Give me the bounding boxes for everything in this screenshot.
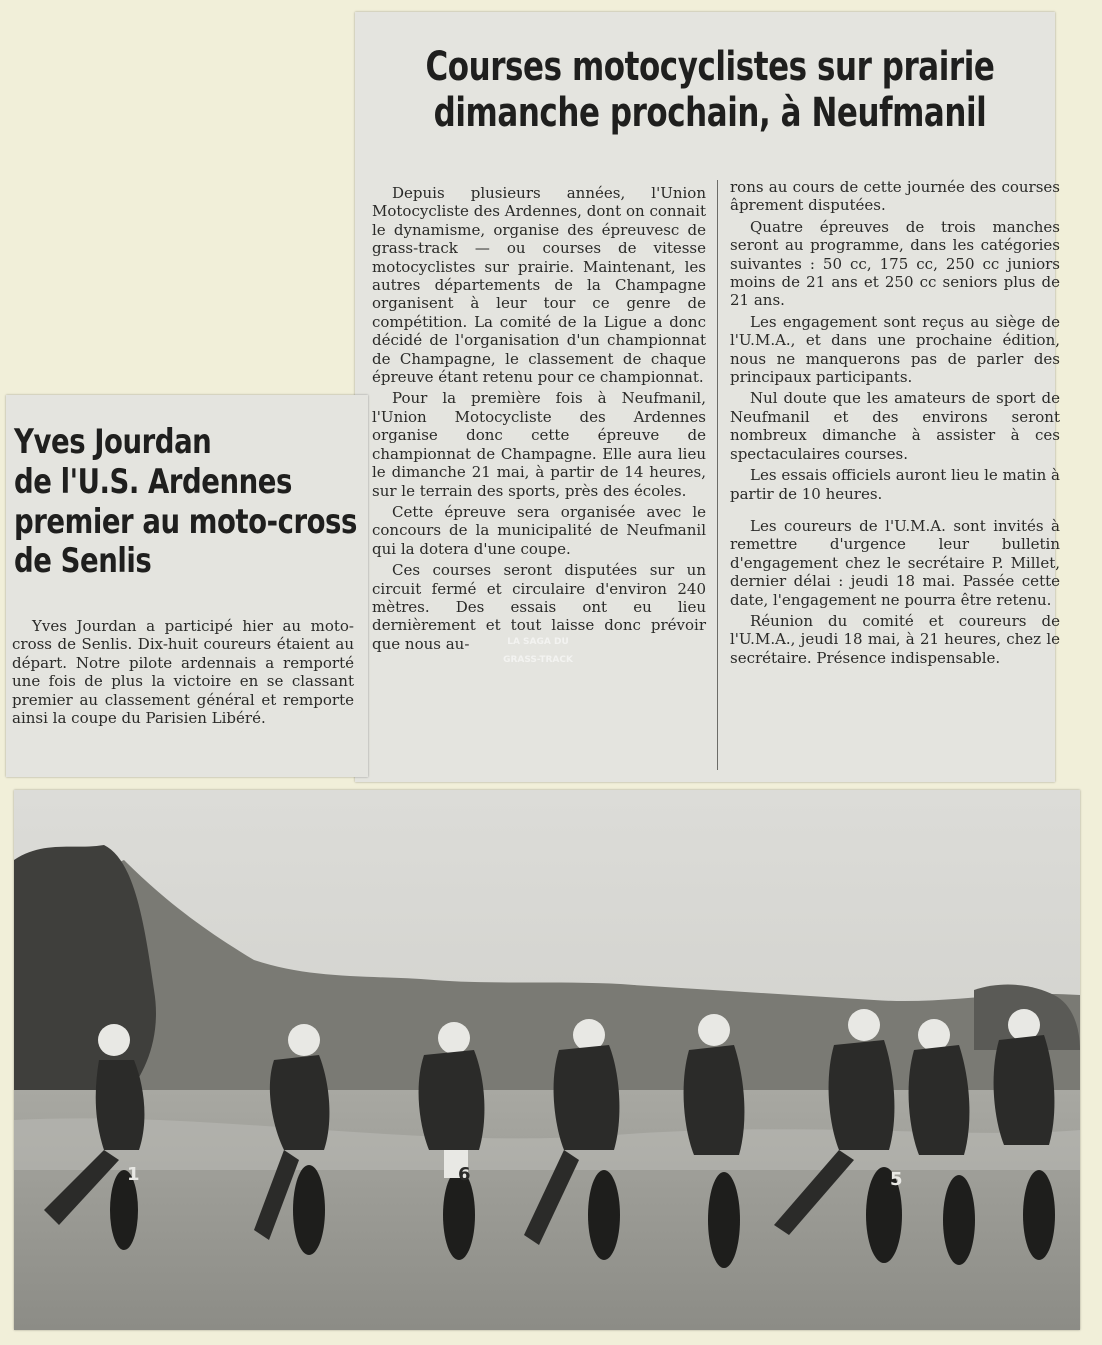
side-headline-line: de Senlis: [14, 541, 152, 582]
race-photo: [14, 790, 1080, 1330]
side-article-body: [12, 617, 354, 730]
side-headline-line: premier au moto-cross: [14, 501, 357, 542]
side-headline-line: de l'U.S. Ardennes: [14, 461, 292, 502]
main-headline: [422, 44, 998, 136]
watermark-logo: [498, 632, 578, 702]
race-photo-image: [14, 790, 1080, 1330]
paragraph: Réunion du comité et coureurs de l'U.M.A., jeudi 18 mai, à 21 heures, chez le secrétaire. Présence indispensable.: [730, 611, 1060, 667]
paragraph: Pour la première fois à Neufmanil, l'Union Motocycliste des Ardennes organise donc cette épreuve de championnat de Champagne. Elle aura lieu le dimanche 21 mai, à partir de 14 heures, sur le terrain des sports, près des écoles.: [372, 389, 706, 500]
main-article-column-2: [730, 178, 1060, 670]
main-headline-line-2: dimanche prochain, à Neufmanil: [433, 90, 987, 136]
side-headline-line: Yves Jourdan: [14, 422, 212, 462]
column-divider: [717, 180, 718, 770]
race-number: 6: [458, 1164, 471, 1185]
side-headline: [14, 422, 357, 582]
paragraph: rons au cours de cette journée des courses âprement disputées.: [730, 178, 1060, 215]
paragraph: Les essais officiels auront lieu le matin à partir de 10 heures.: [730, 466, 1060, 503]
paragraph: Yves Jourdan a participé hier au moto-cross de Senlis. Dix-huit coureurs étaient au départ. Notre pilote ardennais a remporté une fois de plus la victoire en se classant premier au classement général et remporte ainsi la coupe du Parisien Libéré.: [12, 617, 354, 728]
paragraph: Ces courses seront disputées sur un circuit fermé et circulaire d'environ 240 mètres. Des essais ont eu lieu dernièrement et tout laisse donc prévoir que nous au-: [372, 561, 706, 653]
paragraph: Les engagement sont reçus au siège de l'U.M.A., et dans une prochaine édition, nous ne manquerons pas de parler des principaux participants.: [730, 312, 1060, 387]
main-headline-line-1: Courses motocyclistes sur prairie: [425, 44, 995, 90]
paragraph: Quatre épreuves de trois manches seront au programme, dans les catégories suivantes : 50 cc, 175 cc, 250 cc juniors moins de 21 ans et 250 cc seniors plus de 21 ans.: [730, 217, 1060, 310]
paragraph: Les coureurs de l'U.M.A. sont invités à remettre d'urgence leur bulletin d'engagement chez le secrétaire P. Millet, dernier délai : jeudi 18 mai. Passée cette date, l'engagement ne pourra être retenu.: [730, 516, 1060, 609]
main-article-column-1: [372, 184, 706, 656]
side-article-clipping: [6, 395, 368, 777]
race-number: 1: [127, 1164, 140, 1185]
watermark-text: LA SAGA DU GRASS-TRACK: [503, 637, 573, 665]
paragraph: Cette épreuve sera organisée avec le concours de la municipalité de Neufmanil qui la dotera d'une coupe.: [372, 502, 706, 558]
paragraph: Depuis plusieurs années, l'Union Motocycliste des Ardennes, dont on connait le dynamisme, organise des épreuvesc de grass-track — ou courses de vitesse motocyclistes sur prairie. Maintenant, les autres départements de la Champagne organisent à leur tour ce genre de compétition. La comité de la Ligue a donc décidé de l'organisation d'un championnat de Champagne, le classement de chaque épreuve étant retenu pour ce championnat.: [372, 184, 706, 387]
main-article-clipping: [355, 12, 1060, 782]
paragraph: Nul doute que les amateurs de sport de Neufmanil et des environs seront nombreux dimanche à assister à ces spectaculaires courses.: [730, 389, 1060, 463]
race-number: 5: [890, 1169, 903, 1190]
